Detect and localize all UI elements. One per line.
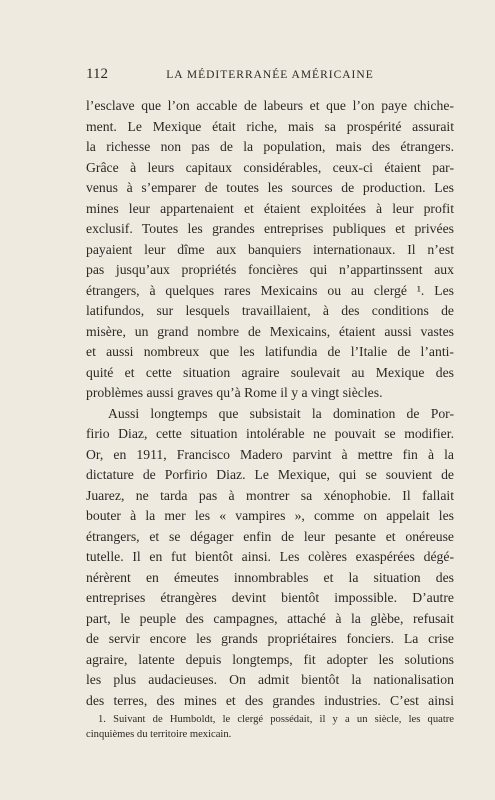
text-line: venus à s’emparer de toutes les sources de production. Les: [86, 180, 454, 195]
paragraph-1: [86, 96, 454, 404]
text-line: pas jusqu’aux propriétés foncières qui n’appartinssent aux: [86, 262, 454, 277]
body-text: [86, 96, 454, 711]
text-line: firio Diaz, cette situation intolérable ne pouvait se modifier.: [86, 426, 454, 441]
text-line: latifundos, sur lesquels travaillaient, à des conditions de: [86, 303, 454, 318]
text-line: exclusif. Toutes les grandes entreprises publiques et privées: [86, 221, 454, 236]
text-line: misère, un grand nombre de Mexicains, étaient aussi vastes: [86, 323, 454, 339]
text-line: quité et cette situation agraire soulevait au Mexique des: [86, 364, 454, 380]
text-line: entreprises étrangères devint bientôt impossible. D’autre: [86, 590, 454, 605]
text-line: mines leur appartenaient et étaient exploitées à leur profit: [86, 200, 454, 216]
text-line: nérèrent en émeutes innombrables et la situation des: [86, 569, 454, 585]
text-line: les plus audacieuses. On admit bientôt la nationalisation: [86, 672, 454, 687]
text-line: agraire, latente depuis longtemps, fit adopter les solutions: [86, 651, 454, 667]
text-line: Aussi longtemps que subsistait la domination de Por-: [108, 405, 454, 421]
running-title: LA MÉDITERRANÉE AMÉRICAINE: [166, 69, 374, 81]
text-line: payaient leur dîme aux banquiers internationaux. Il n’est: [86, 241, 454, 257]
text-line: dictature de Porfirio Diaz. Le Mexique, qui se souvient de: [86, 467, 454, 482]
footnote-line: 1. Suivant de Humboldt, le clergé possédait, il y a un siècle, les quatre: [98, 714, 454, 725]
page-header: [86, 66, 454, 83]
text-line: et aussi nombreux que les latifundia de l’Italie de l’anti-: [86, 344, 454, 359]
text-line: étrangers, et se dégager enfin de leur pesante et onéreuse: [86, 528, 454, 544]
text-line: Grâce à leurs capitaux considérables, ceux-ci étaient par-: [86, 159, 454, 175]
text-line: problèmes aussi graves qu’à Rome il y a vingt siècles.: [86, 385, 383, 400]
text-line: part, le peuple des campagnes, attaché à la glèbe, refusait: [86, 610, 454, 626]
paragraph-2: [86, 404, 454, 712]
text-line: l’esclave que l’on accable de labeurs et que l’on paye chiche-: [86, 98, 454, 113]
text-line: de servir encore les grands propriétaires fonciers. La crise: [86, 631, 454, 646]
page-number: 112: [86, 66, 108, 82]
footnote-line: cinquièmes du territoire mexicain.: [86, 729, 232, 740]
text-line: la richesse non pas de la population, mais des étrangers.: [86, 139, 454, 154]
text-line: ment. Le Mexique était riche, mais sa prospérité assurait: [86, 118, 454, 134]
text-line: des terres, des mines et des grandes industries. C’est ainsi: [86, 692, 454, 708]
text-line: Juarez, ne tarda pas à montrer sa xénophobie. Il fallait: [86, 487, 454, 503]
footnote: [86, 712, 454, 742]
text-line: bouter à la mer les « vampires », comme on appelait les: [86, 508, 454, 523]
text-line: tutelle. Il en fut bientôt ainsi. Les colères exaspérées dégé-: [86, 549, 454, 564]
text-line: étrangers, à quelques rares Mexicains ou au clergé ¹. Les: [86, 282, 454, 298]
text-line: Or, en 1911, Francisco Madero parvint à mettre fin à la: [86, 446, 454, 462]
